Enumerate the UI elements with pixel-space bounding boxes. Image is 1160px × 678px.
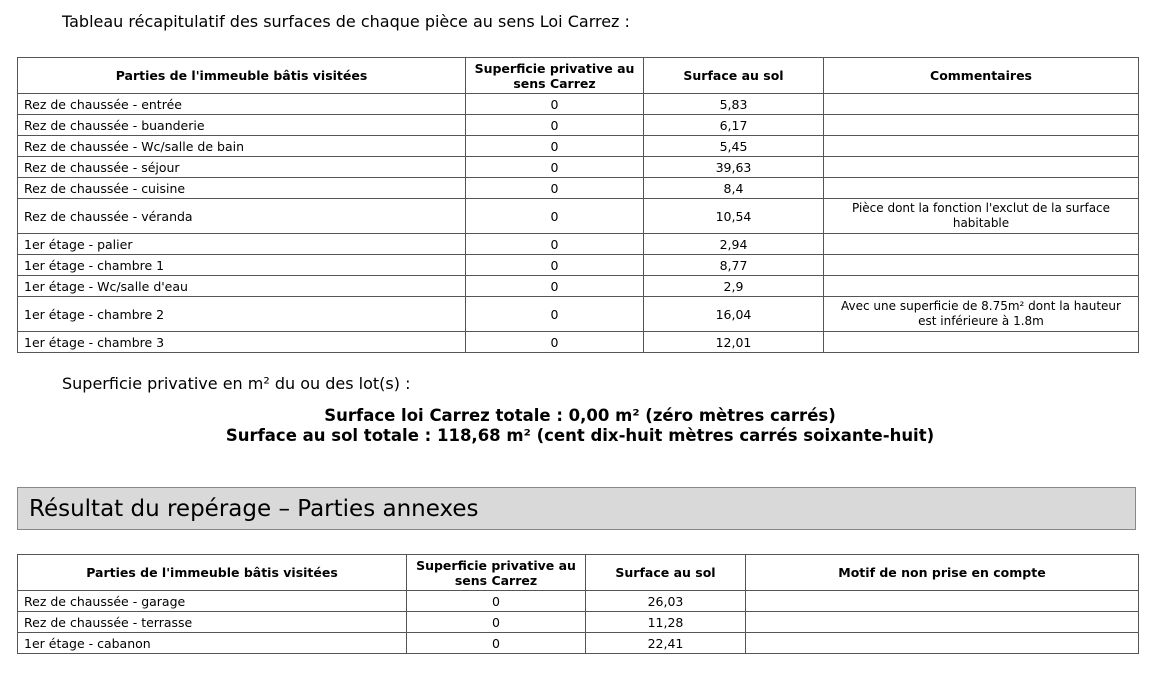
cell-surface-sol: 8,77	[644, 255, 824, 276]
table-row	[18, 115, 1139, 136]
cell-commentaire	[824, 276, 1139, 297]
cell-partie: Rez de chaussée - séjour	[18, 157, 466, 178]
cell-surface-sol: 22,41	[586, 633, 746, 654]
annex-surfaces-table	[17, 554, 1139, 654]
cell-partie: 1er étage - chambre 2	[18, 297, 466, 332]
cell-surface-sol: 6,17	[644, 115, 824, 136]
cell-surface-sol: 2,9	[644, 276, 824, 297]
cell-surface-sol: 5,45	[644, 136, 824, 157]
total-sol: Surface au sol totale : 118,68 m² (cent dix-huit mètres carrés soixante-huit)	[225, 426, 935, 445]
cell-commentaire: Avec une superficie de 8.75m² dont la hauteur est inférieure à 1.8m	[824, 297, 1139, 332]
cell-partie: Rez de chaussée - cuisine	[18, 178, 466, 199]
cell-partie: Rez de chaussée - Wc/salle de bain	[18, 136, 466, 157]
cell-superficie-carrez: 0	[466, 332, 644, 353]
cell-partie: Rez de chaussée - terrasse	[18, 612, 407, 633]
cell-surface-sol: 8,4	[644, 178, 824, 199]
table-row	[18, 591, 1139, 612]
cell-surface-sol: 12,01	[644, 332, 824, 353]
cell-partie: 1er étage - Wc/salle d'eau	[18, 276, 466, 297]
cell-superficie-carrez: 0	[466, 297, 644, 332]
cell-superficie-carrez: 0	[407, 612, 586, 633]
cell-partie: Rez de chaussée - entrée	[18, 94, 466, 115]
header-superficie-carrez: Superficie privative au sens Carrez	[466, 58, 644, 94]
cell-superficie-carrez: 0	[466, 94, 644, 115]
superficie-subtitle: Superficie privative en m² du ou des lot(s) :	[62, 374, 411, 393]
cell-superficie-carrez: 0	[466, 276, 644, 297]
table-row	[18, 255, 1139, 276]
cell-surface-sol: 5,83	[644, 94, 824, 115]
table-header-row	[18, 58, 1139, 94]
cell-partie: 1er étage - chambre 1	[18, 255, 466, 276]
cell-surface-sol: 16,04	[644, 297, 824, 332]
carrez-surfaces-table	[17, 57, 1139, 353]
cell-commentaire	[824, 255, 1139, 276]
cell-commentaire	[824, 234, 1139, 255]
cell-partie: 1er étage - chambre 3	[18, 332, 466, 353]
header-motif: Motif de non prise en compte	[746, 555, 1139, 591]
cell-commentaire: Pièce dont la fonction l'exclut de la surface habitable	[824, 199, 1139, 234]
cell-commentaire	[824, 332, 1139, 353]
cell-superficie-carrez: 0	[466, 178, 644, 199]
intro-text: Tableau récapitulatif des surfaces de chaque pièce au sens Loi Carrez :	[62, 12, 630, 31]
cell-commentaire	[824, 136, 1139, 157]
cell-superficie-carrez: 0	[466, 136, 644, 157]
cell-partie: 1er étage - cabanon	[18, 633, 407, 654]
cell-superficie-carrez: 0	[466, 234, 644, 255]
cell-surface-sol: 39,63	[644, 157, 824, 178]
header-surface-sol: Surface au sol	[586, 555, 746, 591]
table-row	[18, 136, 1139, 157]
cell-superficie-carrez: 0	[407, 591, 586, 612]
cell-surface-sol: 2,94	[644, 234, 824, 255]
table-row	[18, 633, 1139, 654]
header-parties: Parties de l'immeuble bâtis visitées	[18, 58, 466, 94]
cell-commentaire	[746, 612, 1139, 633]
cell-superficie-carrez: 0	[466, 199, 644, 234]
cell-surface-sol: 11,28	[586, 612, 746, 633]
table-row	[18, 157, 1139, 178]
cell-commentaire	[824, 115, 1139, 136]
cell-superficie-carrez: 0	[466, 115, 644, 136]
total-carrez: Surface loi Carrez totale : 0,00 m² (zéro mètres carrés)	[324, 406, 836, 425]
totals-block	[0, 406, 1160, 446]
cell-partie: Rez de chaussée - véranda	[18, 199, 466, 234]
cell-surface-sol: 10,54	[644, 199, 824, 234]
header-superficie-carrez: Superficie privative au sens Carrez	[407, 555, 586, 591]
table-row	[18, 199, 1139, 234]
header-surface-sol: Surface au sol	[644, 58, 824, 94]
table-row	[18, 332, 1139, 353]
cell-superficie-carrez: 0	[466, 255, 644, 276]
table-row	[18, 178, 1139, 199]
table-row	[18, 297, 1139, 332]
cell-surface-sol: 26,03	[586, 591, 746, 612]
cell-commentaire	[746, 633, 1139, 654]
cell-commentaire	[824, 178, 1139, 199]
cell-partie: 1er étage - palier	[18, 234, 466, 255]
table-row	[18, 276, 1139, 297]
cell-superficie-carrez: 0	[407, 633, 586, 654]
cell-commentaire	[824, 94, 1139, 115]
table-row	[18, 234, 1139, 255]
header-parties: Parties de l'immeuble bâtis visitées	[18, 555, 407, 591]
cell-commentaire	[746, 591, 1139, 612]
cell-partie: Rez de chaussée - buanderie	[18, 115, 466, 136]
table-row	[18, 612, 1139, 633]
cell-partie: Rez de chaussée - garage	[18, 591, 407, 612]
cell-superficie-carrez: 0	[466, 157, 644, 178]
table-header-row	[18, 555, 1139, 591]
header-commentaires: Commentaires	[824, 58, 1139, 94]
table-row	[18, 94, 1139, 115]
cell-commentaire	[824, 157, 1139, 178]
section-banner-annexes: Résultat du repérage – Parties annexes	[17, 487, 1136, 530]
